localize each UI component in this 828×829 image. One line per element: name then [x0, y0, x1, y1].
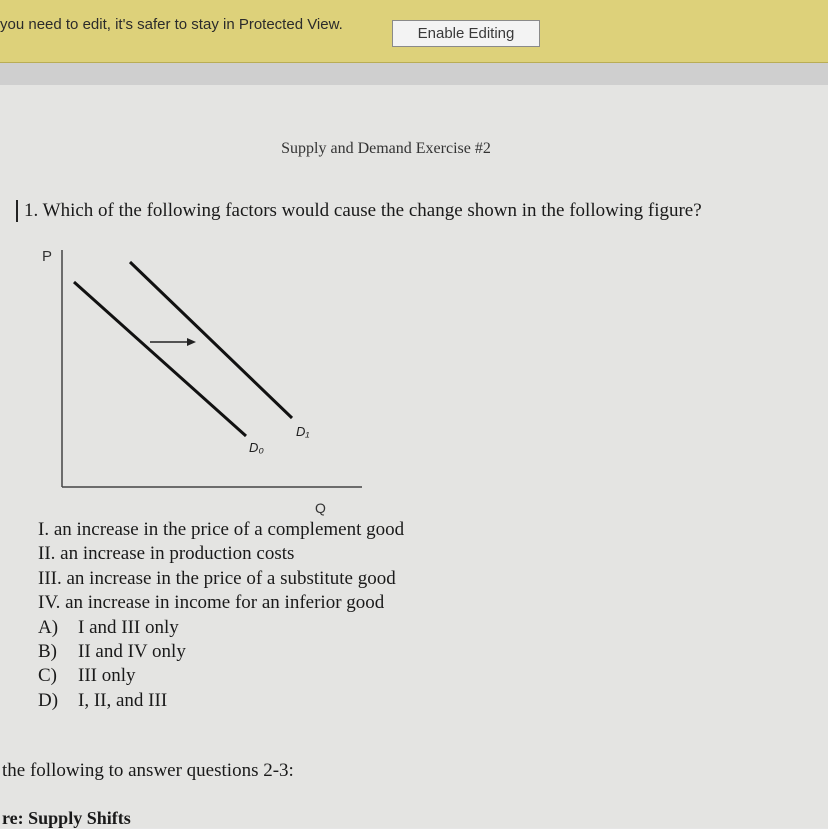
- figure-heading: re: Supply Shifts: [2, 808, 131, 828]
- answer-b-text: II and IV only: [78, 641, 186, 663]
- followup-instruction: the following to answer questions 2-3:: [2, 760, 294, 781]
- question-1-label: 1. Which of the following factors would cause the change shown in the following figure?: [24, 200, 702, 221]
- statement-4: IV. an increase in income for an inferior good: [38, 592, 385, 614]
- answer-a: [38, 616, 404, 640]
- shift-arrow-head: [187, 338, 196, 346]
- answer-d: [38, 689, 404, 713]
- answer-c-letter: C): [38, 665, 57, 687]
- answer-b-letter: B): [38, 641, 57, 663]
- answer-a-text: I and III only: [78, 616, 179, 638]
- d0-label: D₀: [249, 440, 264, 455]
- answer-d-letter: D): [38, 689, 59, 711]
- x-axis-label: Q: [315, 500, 326, 516]
- protected-view-message: you need to edit, it's safer to stay in Protected View.: [0, 16, 343, 33]
- document-title: Supply and Demand Exercise #2: [281, 140, 491, 157]
- statement-1: I. an increase in the price of a complement good: [38, 519, 405, 540]
- answer-d-text: I, II, and III: [78, 689, 168, 711]
- statement-3: III. an increase in the price of a substitute good: [38, 567, 396, 589]
- demand-curve-d0: [74, 282, 246, 436]
- y-axis-label: P: [42, 248, 53, 265]
- answer-b: [38, 640, 404, 664]
- answer-c: [38, 664, 404, 688]
- answer-c-text: III only: [78, 665, 136, 687]
- answer-a-letter: A): [38, 616, 59, 638]
- protected-view-banner: [0, 0, 828, 63]
- demand-shift-figure: [30, 240, 370, 525]
- question-1-text[interactable]: [16, 200, 702, 222]
- statement-2: II. an increase in production costs: [38, 543, 295, 565]
- enable-editing-button[interactable]: Enable Editing: [392, 20, 540, 47]
- ribbon-divider: [0, 63, 828, 85]
- question-options: [38, 518, 404, 713]
- demand-curve-d1: [130, 262, 292, 418]
- d1-label: D₁: [296, 424, 310, 439]
